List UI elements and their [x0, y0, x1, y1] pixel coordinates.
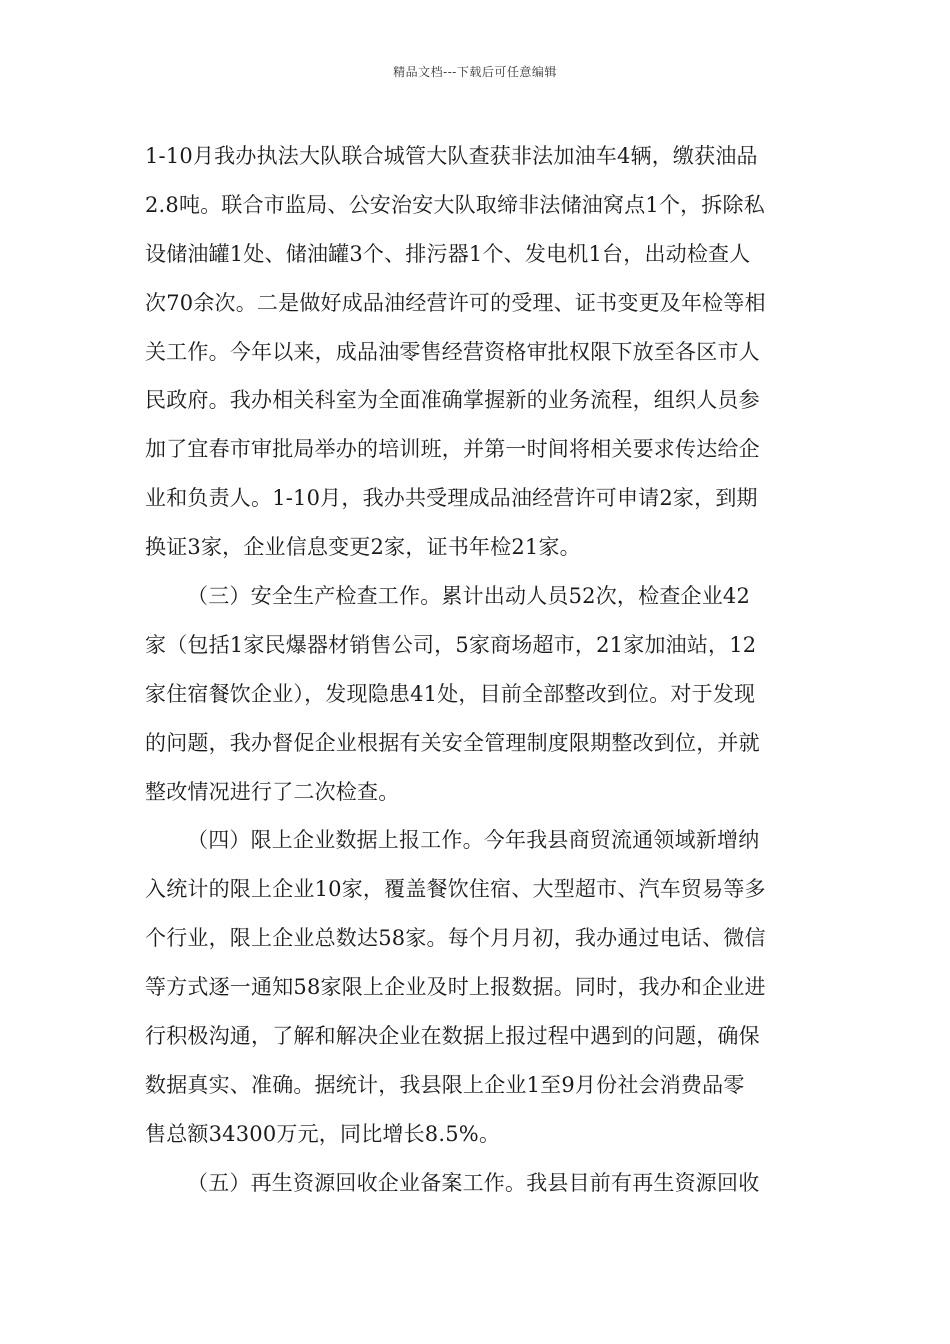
- paragraph-line: 加了宜春市审批局举办的培训班，并第一时间将相关要求传达给企: [145, 437, 760, 462]
- paragraph-line: 关工作。今年以来，成品油零售经营资格审批权限下放至各区市人: [145, 339, 760, 364]
- paragraph-line: 换证3家，企业信息变更2家，证书年检21家。: [145, 535, 581, 560]
- paragraph-line: 的问题，我办督促企业根据有关安全管理制度限期整改到位，并就: [145, 730, 760, 755]
- paragraph-line: 家（包括1家民爆器材销售公司，5家商场超市，21家加油站，12: [145, 632, 757, 657]
- paragraph-line: 售总额34300万元，同比增长8.5%。: [145, 1121, 501, 1146]
- section-four-first-line: （四）限上企业数据上报工作。今年我县商贸流通领域新增纳: [187, 828, 760, 853]
- section-five-first-line: （五）再生资源回收企业备案工作。我县目前有再生资源回收: [187, 1170, 760, 1195]
- document-body: [145, 132, 807, 1208]
- paragraph-line: 等方式逐一通知58家限上企业及时上报数据。同时，我办和企业进: [145, 975, 766, 1000]
- paragraph-line: 2.8吨。联合市监局、公安治安大队取缔非法储油窝点1个，拆除私: [145, 192, 765, 217]
- paragraph-line: 个行业，限上企业总数达58家。每个月月初，我办通过电话、微信: [145, 926, 766, 951]
- page-header: 精品文档---下载后可任意编辑: [393, 65, 557, 79]
- paragraph-line: 设储油罐1处、储油罐3个、排污器1个、发电机1台，出动检查人: [145, 241, 751, 266]
- paragraph-line: 入统计的限上企业10家，覆盖餐饮住宿、大型超市、汽车贸易等多: [145, 877, 766, 902]
- paragraph-line: 数据真实、准确。据统计，我县限上企业1至9月份社会消费品零: [145, 1072, 745, 1097]
- paragraph-line: 1-10月我办执法大队联合城管大队查获非法加油车4辆，缴获油品: [145, 144, 758, 168]
- paragraph-line: 整改情况进行了二次检查。: [145, 779, 400, 804]
- paragraph-line: 民政府。我办相关科室为全面准确掌握新的业务流程，组织人员参: [145, 388, 760, 413]
- paragraph-line: 行积极沟通，了解和解决企业在数据上报过程中遇到的问题，确保: [145, 1024, 760, 1049]
- section-three-first-line: （三）安全生产检查工作。累计出动人员52次，检查企业42: [187, 584, 751, 609]
- paragraph-line: 次70余次。二是做好成品油经营许可的受理、证书变更及年检等相: [145, 290, 766, 315]
- paragraph-line: 业和负责人。1-10月，我办共受理成品油经营许可申请2家，到期: [145, 486, 758, 511]
- paragraph-line: 家住宿餐饮企业），发现隐患41处，目前全部整改到位。对于发现: [145, 681, 756, 706]
